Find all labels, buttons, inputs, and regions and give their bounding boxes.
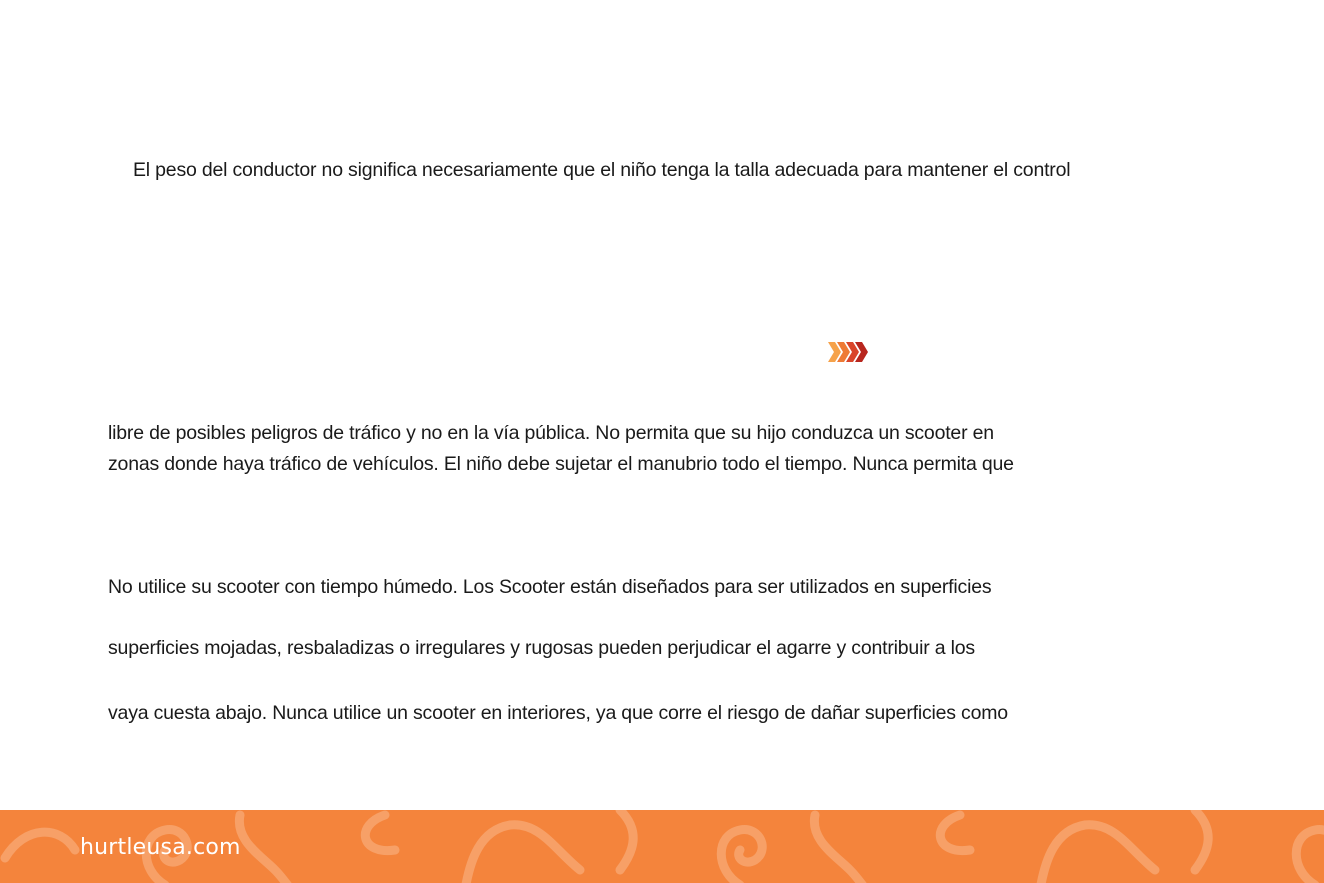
body-line-5: superficies mojadas, resbaladizas o irregulares y rugosas pueden perjudicar el agarre y contribuir a los: [108, 637, 975, 659]
body-line-3: zonas donde haya tráfico de vehículos. El niño debe sujetar el manubrio todo el tiempo. Nunca permita que: [108, 453, 1014, 475]
body-line-6: vaya cuesta abajo. Nunca utilice un scooter en interiores, ya que corre el riesgo de dañar superficies como: [108, 702, 1008, 724]
chevron-arrows-icon: [826, 340, 870, 364]
body-line-1: El peso del conductor no significa necesariamente que el niño tenga la talla adecuada para mantener el control: [133, 159, 1071, 181]
footer-band: [0, 810, 1324, 883]
body-line-4: No utilice su scooter con tiempo húmedo. Los Scooter están diseñados para ser utilizados en superficies: [108, 576, 992, 598]
body-line-2: libre de posibles peligros de tráfico y no en la vía pública. No permita que su hijo conduzca un scooter en: [108, 422, 994, 444]
website-url[interactable]: hurtleusa.com: [80, 835, 241, 860]
